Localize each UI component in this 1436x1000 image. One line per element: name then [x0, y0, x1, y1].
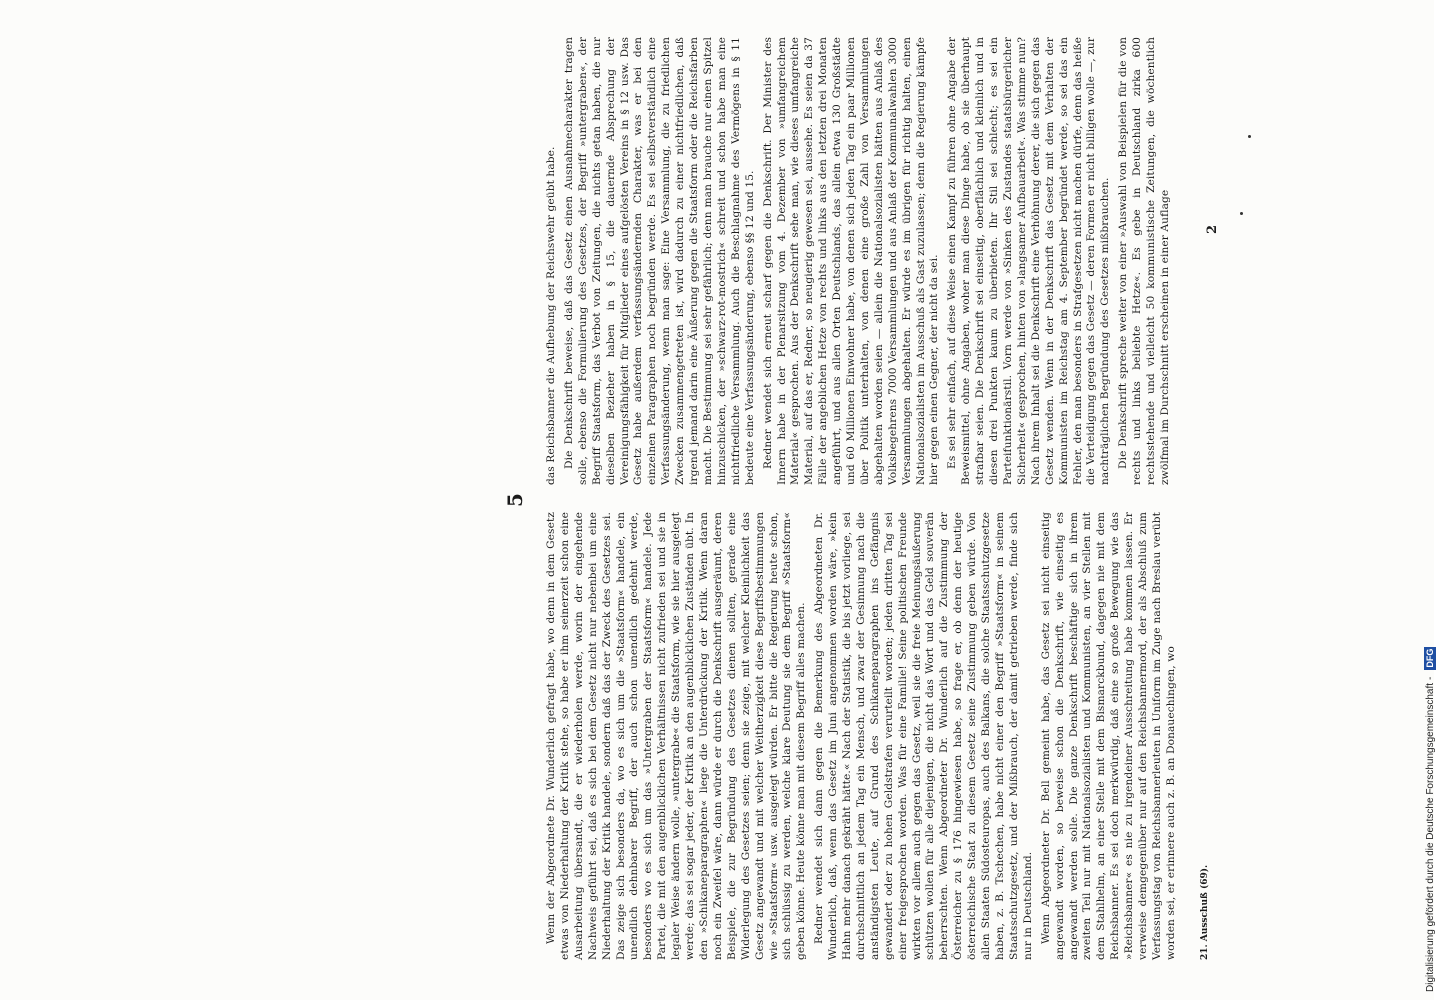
sheet-mark: 21. Ausschuß (69).: [1200, 864, 1210, 960]
credit-text: Digitalisierung gefördert durch die Deutsche Forschungsgemeinschaft: [1425, 682, 1436, 992]
paragraph: Wenn Abgeordneter Dr. Bell gemeint habe, das Gesetz sei nicht einseitig angewandt worden, so beweise schon die Denkschrift, wie einseitig es angewandt werden solle. Die ganze Denkschrift beschäftige sich in ihrem zweiten Teil nur mit Nationalsozialisten und Kommunisten, an vier Stellen mit dem Stahlhelm, an einer Stelle mit dem Bismarckbund, dagegen nie mit dem Reichsbanner. Es sei doch merkwürdig, daß eine so große Bewegung wie das »Reichsbanner« es nie zu irgendeiner Ausschreitung habe kommen lassen. Er verweise demgegenüber nur auf den Reichsbannermord, der als Abschluß zum Verfassungstag von Reichsbannerleuten in Uniform im Zuge nach Breslau verübt worden sei, er erinnere auch z. B. an Donauechingen, wo: [1039, 512, 1177, 960]
paragraph: Die Denkschrift beweise, daß das Gesetz einen Ausnahmecharakter tragen solle, ebenso die Formulierung des Gesetzes, der Begriff »untergraben«, der Begriff Staatsform, das Verbot von Zeitungen, die nichts getan haben, die nur dieselben Bezieher haben in § 15, die dauernde Absprechung der Vereinigungsfähigkeit für Mitglieder eines aufgelösten Vereins in § 12 usw. Das Gesetz habe außerdem verfassungsändernden Charakter, was er bei den einzelnen Paragraphen noch begründen werde. Es sei selbstverständlich eine Verfassungsänderung, wenn man sage: Eine Versammlung, die zu friedlichen Zwecken zusammengetreten ist, wird dadurch zu einer nichtfriedlichen, daß irgend jemand darin eine Äußerung gegen die Staatsform oder die Reichsfarben macht. Die Bestimmung sei sehr gefährlich; denn man brauche nur einen Spitzel hinzuschicken, der »schwarz-rot-mostrich« schreit und schon habe man eine nichtfriedliche Versammlung. Auch die Beschlagnahme des Vermögens in § 11 bedeute eine Verfassungsänderung, ebenso §§ 12 und 15.: [562, 37, 756, 485]
paragraph: Wenn der Abgeordnete Dr. Wunderlich gefragt habe, wo denn in dem Gesetz etwas von Niederhaltung der Kritik stehe, so habe er ihm seinerzeit schon eine Ausarbeitung übersandt, die er wiederholen werde, worin der eingehende Nachweis geführt sei, daß es sich bei dem Gesetz nicht nur nebenbei um eine Niederhaltung der Kritik handele, sondern daß das der Zweck des Gesetzes sei. Das zeige sich besonders da, wo es sich um die »Staatsform« handele, ein unendlich dehnbarer Begriff, der auch schon unendlich gedehnt werde, besonders wo es sich um das »Untergraben der Staatsform« handele. Jede Partei, die mit den augenblicklichen Verhältnissen nicht zufrieden sei und sie in legaler Weise ändern wolle, »untergrabe« die Staatsform, wie sie hier ausgelegt werde; das sei sogar jeder, der Kritik an den augenblicklichen Zuständen übt. In den »Schikaneparagraphen« liege die Unterdrückung der Kritik. Wenn daran noch ein Zweifel wäre, dann würde er durch die Denkschrift ausgeräumt, deren Beispiele, die zur Begründung des Gesetzes dienen sollten, gerade eine Widerlegung des Gesetzes seien; denn sie zeige, mit welcher Kleinlichkeit das Gesetz angewandt und mit welcher Weitherzigkeit diese Begriffsbestimmungen wie »Staatsform« usw. ausgelegt würden. Er bitte die Regierung heute schon, sich schlüssig zu werden, welche klare Deutung sie dem Begriff »Staatsform« geben könne. Heute könne man mit diesem Begriff alles machen.: [545, 512, 808, 960]
left-text-column: [545, 512, 1175, 960]
paragraph: Die Denkschrift spreche weiter von einer »Auswahl von Beispielen für die von rechts und links beliebte Hetze«. Es gebe in Deutschland zirka 600 rechtsstehende und vielleicht 50 kommunistische Zeitungen, die wöchentlich zwölfmal im Durchschnitt erscheinen in einer Auflage: [1117, 37, 1171, 485]
credit-separator: -: [1425, 676, 1436, 680]
page-number: 5: [503, 493, 527, 507]
right-text-column: [545, 37, 1175, 485]
sheet-number: 2: [1205, 224, 1220, 234]
scan-speck: [1240, 212, 1243, 215]
paragraph: das Reichsbanner die Aufhebung der Reichswehr geübt habe.: [545, 146, 557, 485]
paragraph: Redner wendet sich dann gegen die Bemerkung des Abgeordneten Dr. Wunderlich, daß, wenn das Gesetz im Juni angenommen worden wäre, »kein Hahn mehr danach gekräht hätte.« Nach der Statistik, die bis jetzt vorliege, sei durchschnittlich an jedem Tag ein Mensch, und zwar der Gesinnung nach die anständigsten Leute, auf Grund des Schikaneparagraphen ins Gefängnis gewandert oder zu hohen Geldstrafen verurteilt worden; jeden dritten Tag sei einer freigesprochen worden. Was für eine Familie! Seine politischen Freunde wirkten vor allem auch gegen das Gesetz, weil sie die freie Meinungsäußerung schützen wollen für alle diejenigen, die nicht das Wort und das Geld souverän beherrschten. Wenn Abgeordneter Dr. Wunderlich auf die Zustimmung der Österreicher zu § 176 hingewiesen habe, so frage er, ob denn der heutige österreichische Staat zu diesem Gesetz seine Zustimmung geben würde. Von allen Staaten Südosteuropas, auch des Balkans, die solche Staatsschutzgesetze haben, z. B. Tschechen, habe nicht einer den Begriff »Staatsform« in seinem Staatsschutzgesetz, und der Mißbrauch, der damit getrieben werde, finde sich nur in Deutschland.: [813, 512, 1034, 960]
digitization-credit: [1424, 647, 1436, 992]
dfg-logo: DFG: [1425, 648, 1435, 668]
scan-speck: [1248, 135, 1251, 138]
paragraph: Redner wendet sich erneut scharf gegen die Denkschrift. Der Minister des Innern habe in der Plenarsitzung vom 4. Dezember von »umfangreichem Material« gesprochen. Aus der Denkschrift sehe man, wie dieses umfangreiche Material, auf das er, Redner, so neugierig gewesen sei, aussehe. Es seien da 37 Fälle der angeblichen Hetze von rechts und links aus den letzten drei Monaten angeführt, und aus allen Orten Deutschlands, das allein etwa 130 Großstädte und 60 Millionen Einwohner habe, von denen sich jeden Tag ein paar Millionen über Politik unterhalten, von denen eine große Zahl von Versammlungen abgehalten worden seien — allein die Nationalsozialisten hätten aus Anlaß des Volksbegehrens 7000 Versammlungen und aus Anlaß der Kommunalwahlen 3000 Versammlungen abgehalten. Er würde es im übrigen für richtig halten, einen Nationalsozialisten im Ausschuß als Gast zuzulassen; denn die Regierung kämpfe hier gegen einen Gegner, der nicht da sei.: [761, 37, 941, 485]
paragraph: Es sei sehr einfach, auf diese Weise einen Kampf zu führen ohne Angabe der Beweismittel, ohne Angaben, woher man diese Dinge habe, ob sie überhaupt strafbar seien. Die Denkschrift sei einseitig, oberflächlich und kleinlich und in diesen drei Punkten kaum zu überbieten. Ihr Stil sei schlecht; es sei ein Parteifunktionärstil. Vorn werde von »Sinken des Zustandes staatsbürgerlicher Sicherheit« gesprochen, hinten von »langsamer Aufbauarbeit«. Was stimme nun? Nach ihrem Inhalt sei die Denkschrift eine Verhöhnung derer, die sich gegen das Gesetz wenden. Wenn in der Denkschrift das Gesetz mit dem Verhalten der Kommunisten im Reichstag am 4. September begründet werde, so sei das ein Fehler, den man besonders in Strafgesetzen nicht machen dürfe, denn das heiße die Verteidigung gegen das Gesetz — deren Formen er nicht billigen wolle —, zur nachträglichen Begründung des Gesetzes mißbrauchen.: [946, 37, 1112, 485]
